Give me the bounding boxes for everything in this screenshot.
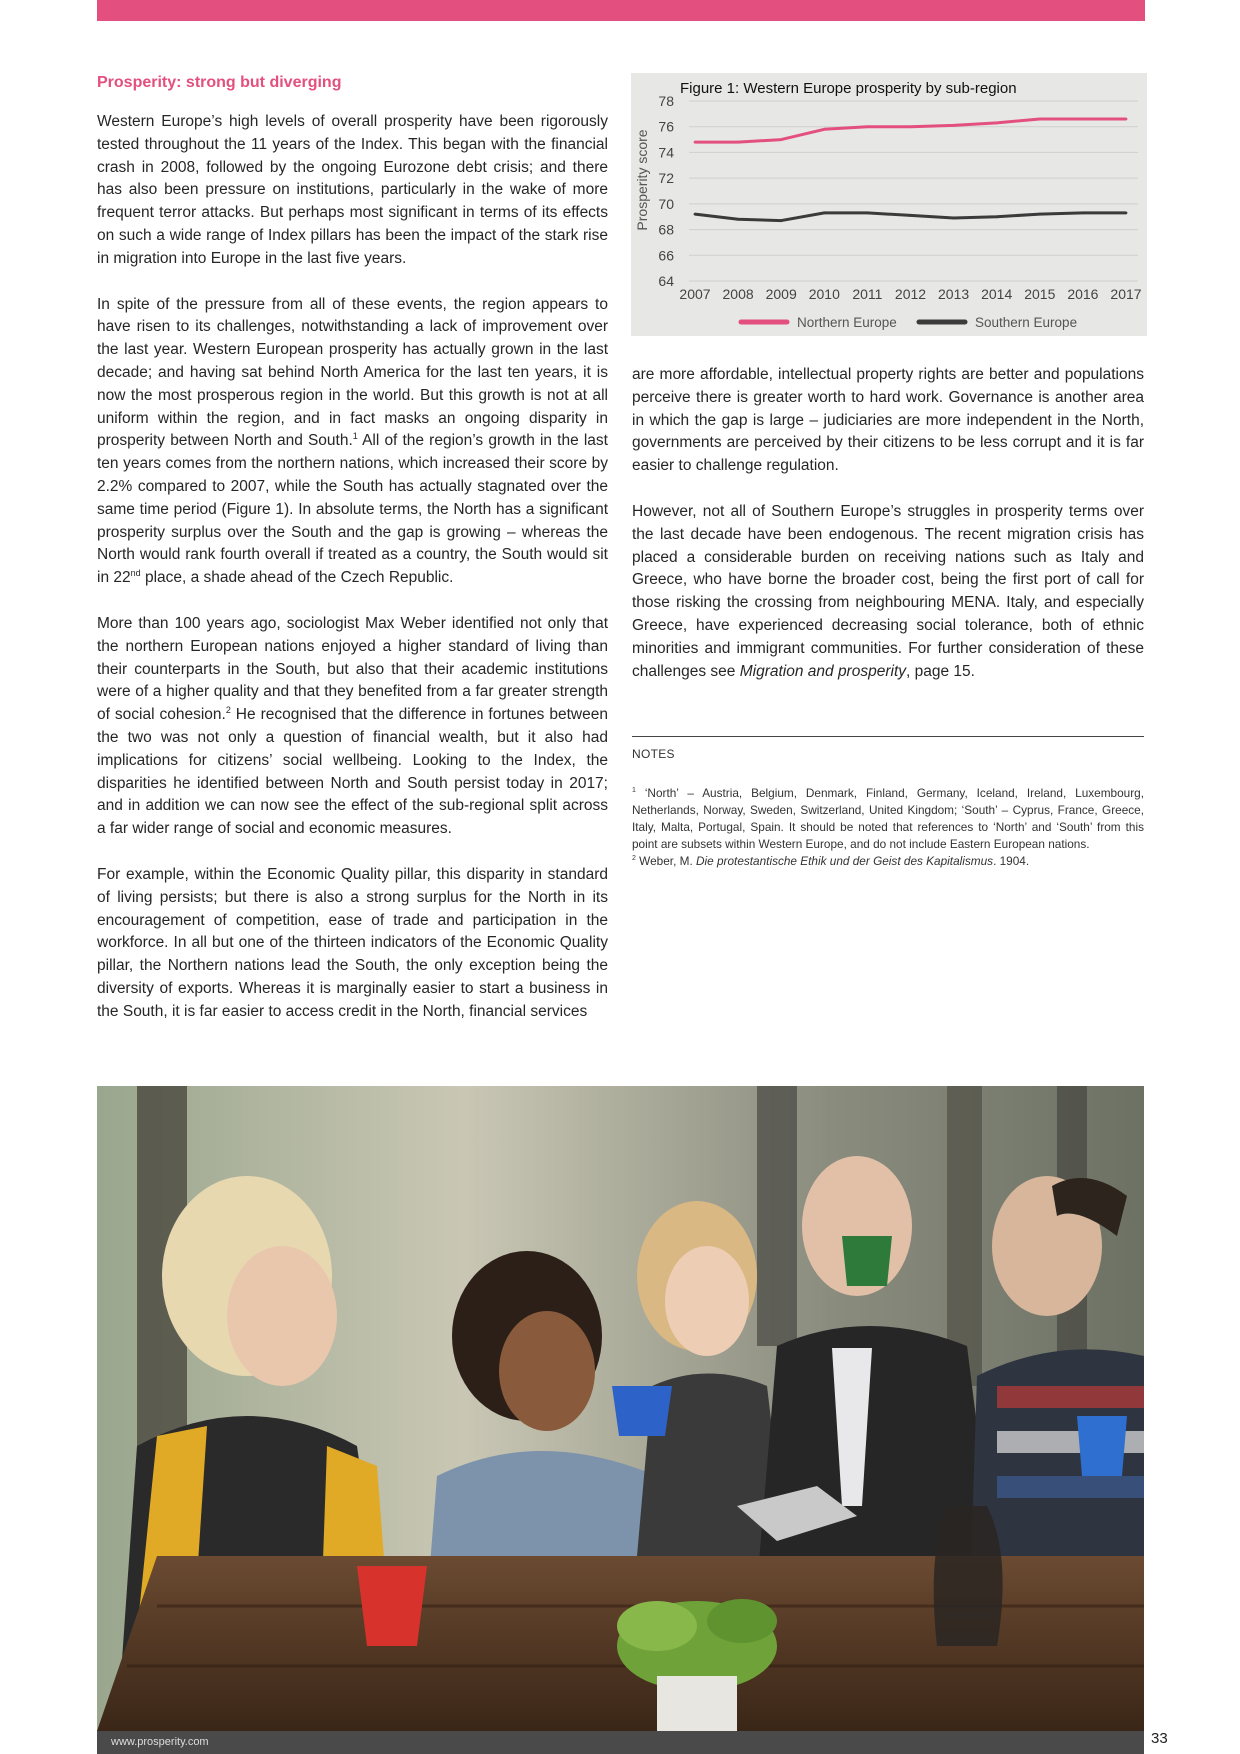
note-1-text: ‘North’ – Austria, Belgium, Denmark, Finland, Germany, Iceland, Ireland, Luxembourg, Netherlands, Norway, Sweden, Switzerland, United Kingdom; ‘South’ – Cyprus, France, Greece, Italy, Malta, Portugal, Spain. It should be noted that references to ‘North’ and ‘South’ from this point are subsets within Western Europe, and do not include Eastern European nations. — [632, 786, 1144, 851]
notes-list — [632, 785, 1144, 870]
right-column — [632, 364, 1144, 706]
chart-x-tick-label: 2017 — [1110, 286, 1142, 302]
figure-1-chart — [631, 73, 1147, 336]
chart-point — [694, 141, 697, 144]
chart-y-tick-label: 78 — [658, 93, 674, 109]
chart-x-tick-label: 2009 — [765, 286, 797, 302]
note-2-number: 2 — [632, 855, 636, 863]
chart-point — [1125, 118, 1128, 121]
paragraph-2-text-c: place, a shade ahead of the Czech Republic. — [140, 569, 454, 587]
chart-y-tick-label: 70 — [658, 195, 674, 212]
legend-label: Southern Europe — [975, 315, 1078, 330]
paragraph-4 — [97, 864, 608, 1024]
footnote-ref-1: 1 — [352, 431, 358, 442]
note-2-text-b: . 1904. — [993, 854, 1030, 868]
paragraph-2 — [97, 294, 608, 590]
chart-point — [694, 213, 697, 216]
paragraph-6-text-a: However, not all of Southern Europe’s struggles in prosperity terms over the last decade have been endogenous. The recent migration crisis has placed a considerable burden on receiving nations such as Italy and Greece, who have borne the broader cost, being the first port of call for those risking the crossing from neighbouring MENA. Italy, and especially Greece, have experienced decreasing social tolerance, both of ethnic minorities and immigrant communities. For further consideration of these challenges see — [632, 502, 1144, 680]
paragraph-6 — [632, 501, 1144, 683]
chart-point — [909, 214, 912, 217]
left-column — [97, 74, 608, 1046]
chart-title: Figure 1: Western Europe prosperity by sub-region — [680, 80, 1017, 97]
chart-point — [1125, 211, 1128, 214]
chart-series-line-northern — [695, 119, 1126, 142]
chart-point — [737, 218, 740, 221]
note-2 — [632, 853, 1144, 870]
page-number: 33 — [1151, 1730, 1168, 1747]
chart-x-tick-label: 2016 — [1067, 286, 1099, 302]
chart-point — [1082, 211, 1085, 214]
chart-point — [737, 141, 740, 144]
paragraph-6-text-b: , page 15. — [906, 662, 975, 680]
chart-point — [995, 215, 998, 218]
paragraph-1-text: Western Europe’s high levels of overall prosperity have been rigorously tested throughout the 11 years of the Index. This began with the financial crash in 2008, followed by the ongoing Eurozone debt crisis; and there has also been pressure on institutions, particularly in the wake of more frequent terror attacks. But perhaps most significant in terms of its effects on such a wide range of Index pillars has been the impact of the stark rise in migration into Europe in the last five years. — [97, 113, 608, 267]
paragraph-3 — [97, 613, 608, 841]
chart-point — [995, 121, 998, 124]
paragraph-3-text-b: He recognised that the difference in fortunes between the two was not only a question of financial wealth, but it also had implications for citizens’ social wellbeing. Looking to the Index, the disparities he identified between North and South persist today in 2017; and in addition we can now see the effect of the sub-regional split across a far wider range of social and economic measures. — [97, 706, 608, 838]
paragraph-1 — [97, 111, 608, 271]
chart-point — [823, 211, 826, 214]
chart-y-axis-label: Prosperity score — [634, 129, 650, 231]
chart-point — [1038, 118, 1041, 121]
note-2-text-a: Weber, M. — [635, 854, 697, 868]
chart-x-tick-label: 2008 — [722, 286, 754, 302]
note-2-book-title: Die protestantische Ethik und der Geist des Kapitalismus — [696, 854, 994, 868]
chart-y-tick-label: 68 — [658, 221, 674, 238]
footer-bar — [97, 1731, 1144, 1754]
footer-url[interactable]: www.prosperity.com — [111, 1736, 209, 1748]
chart-point — [952, 124, 955, 127]
notes-heading: NOTES — [632, 747, 675, 761]
chart-point — [823, 128, 826, 131]
chart-svg — [631, 73, 1147, 336]
photo-illustration — [97, 1086, 1144, 1731]
chart-point — [1038, 213, 1041, 216]
chart-x-tick-label: 2015 — [1024, 286, 1056, 302]
note-1-number: 1 — [632, 787, 636, 795]
chart-point — [1082, 118, 1085, 121]
chart-x-tick-label: 2011 — [852, 286, 883, 302]
chart-point — [909, 125, 912, 128]
people-cafe-photo — [97, 1086, 1144, 1731]
paragraph-4-text: For example, within the Economic Quality pillar, this disparity in standard of living persists; but there is also a strong surplus for the North in its encouragement of competition, ease of trade and participation in the workforce. In all but one of the thirteen indicators of the Economic Quality pillar, the Northern nations lead the South, the only exception being the diversity of exports. Whereas it is marginally easier to start a business in the South, it is far easier to access credit in the North, financial services — [97, 865, 608, 1020]
paragraph-5-text: are more affordable, intellectual property rights are better and populations perceive there is greater worth to hard work. Governance is another area in which the gap is large – judiciaries are more independent in the North, governments are perceived by their citizens to be less corrupt and it is far easier to challenge regulation. — [632, 366, 1144, 475]
chart-y-tick-label: 76 — [658, 118, 674, 135]
ordinal-suffix: nd — [130, 567, 141, 578]
legend-label: Northern Europe — [797, 315, 897, 330]
chart-point — [780, 138, 783, 141]
chart-x-tick-label: 2014 — [981, 286, 1013, 302]
chart-point — [866, 211, 869, 214]
chart-y-tick-label: 74 — [658, 144, 674, 161]
chart-point — [780, 219, 783, 222]
paragraph-3-text-a: More than 100 years ago, sociologist Max Weber identified not only that the northern European nations enjoyed a higher standard of living than their counterparts in the South, but also that their academic institutions were of a higher quality and that they benefited from a far greater strength of social cohesion. — [97, 614, 608, 724]
top-accent-bar — [97, 0, 1145, 21]
chart-x-tick-label: 2013 — [938, 286, 970, 302]
paragraph-2-text-b: All of the region’s growth in the last ten years comes from the northern nations, which increased their score by 2.2% compared to 2007, while the South has actually stagnated over the same time period (Figure 1). In absolute terms, the North has a significant prosperity surplus over the South and the gap is growing – whereas the North would rank fourth overall if treated as a country, the South would sit in 22 — [97, 432, 608, 587]
notes-divider — [632, 736, 1144, 737]
chart-y-tick-label: 64 — [658, 273, 674, 289]
chart-y-tick-label: 72 — [658, 170, 674, 187]
chart-point — [866, 125, 869, 128]
migration-reference: Migration and prosperity — [739, 662, 906, 680]
chart-y-tick-label: 66 — [658, 247, 674, 264]
chart-x-tick-label: 2007 — [679, 286, 711, 302]
paragraph-2-text-a: In spite of the pressure from all of these events, the region appears to have risen to its challenges, notwithstanding a lack of improvement over the last year. Western European prosperity has actually grown in the last decade; and having sat behind North America for the last ten years, it is now the most prosperous region in the world. But this growth is not at all uniform within the region, and in fact masks an ongoing disparity in prosperity between North and South. — [97, 295, 608, 450]
chart-x-tick-label: 2012 — [894, 286, 927, 302]
note-1 — [632, 785, 1144, 853]
chart-x-tick-label: 2010 — [808, 286, 840, 302]
footnote-ref-2: 2 — [225, 704, 231, 715]
paragraph-5 — [632, 364, 1144, 478]
chart-point — [952, 217, 955, 220]
section-title: Prosperity: strong but diverging — [97, 74, 342, 91]
